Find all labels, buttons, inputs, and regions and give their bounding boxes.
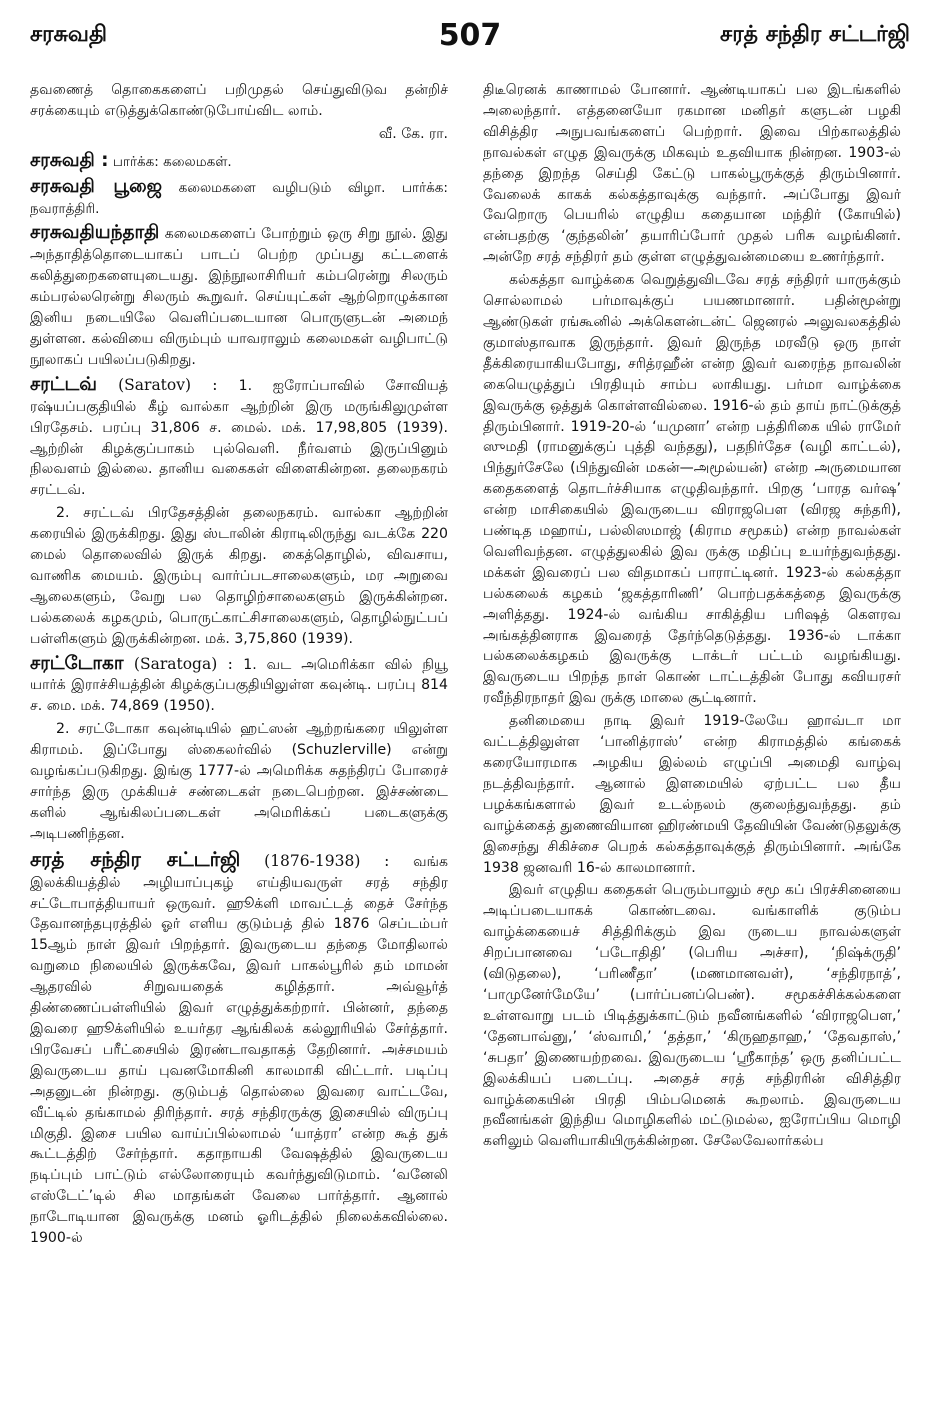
header-left-guideword: சரசுவதி xyxy=(30,22,107,47)
entry-paragraph: கல்கத்தா வாழ்க்கை வெறுத்துவிடவே சரத் சந்திரர் யாருக்கும் சொல்லாமல் பர்மாவுக்குப் பயணமானார். பதின்மூன்று ஆண்டுகள் ரங்கூனில் அக்கௌன்டன்ட் ஜெனரல் அலுவலகத்தில் குமாஸ்தாவாக இருந்தார். இவர் இருந்த மரவீடு ஒரு நாள் தீக்கிரையாகியபோது, சரித்ரஹீன் என்ற இவர் வரைந்த நாவலின் கையெழுத்துப் பிரதியும் சாம்ப லாகியது. பர்மா வாழ்க்கை இவருக்கு ஒத்துக் கொள்ளவில்லை. 1916-ல் தம் தாய் நாட்டுக்குத் திரும்பினார். 1919-20-ல் ‘யமுனா’ என்ற பத்திரிகை யில் ராமேர் ஸுமதி (ராமனுக்குப் புத்தி வந்தது), பதநிர்தேச (வழி காட்டல்), பிந்துர்சேலே (பிந்துவின் மகன்—அமூல்யன்) என்ற அருமையான கதைகளைத் தொடர்ச்சியாக எழுதிவந்தார். பிறகு ‘பாரத வர்ஷ’ என்ற மாசிகையில் இவருடைய விராஜபௌ (விரஜ சுந்தரி), பண்டித மஹாய், பல்லிஸமாஜ் (கிராம சமூகம்) என்ற நாவல்கள் வெளிவந்தன. எழுத்துலகில் இவ ருக்கு மதிப்பு உயர்ந்துவந்தது. மக்கள் இவரைப் பல விதமாகப் பாராட்டினர். 1923-ல் கல்கத்தா பல்கலைக் கழகம் ‘ஜகத்தாரிணி’ பொற்பதக்கத்தை இவருக்கு அளித்தது. 1924-ல் வங்கிய சாகித்திய பரிஷத் கௌரவ அங்கத்தினராக இவரைத் தேர்ந்தெடுத்தது. 1936-ல் டாக்கா பல்கலைக்கழகம் இவருக்கு டாக்டர் பட்டம் வழங்கியது. இவருடைய பிறந்த நாள் கொண் டாட்டத்தின் போது கவியரசர் ரவீந்திரநாதர் இவ ருக்கு மாலை சூட்டினார். xyxy=(483,272,901,707)
entry-text: 1. வட அமெரிக்கா வில் நியூ யார்க் இராச்சியத்தின் கிழக்குப்பகுதியிலுள்ள கவுன்டி. பரப்பு 814 ச. மை. மக். 74,869 (1950). xyxy=(30,656,448,715)
entry-saratov xyxy=(30,375,448,501)
entry-paragraph: 2. சரட்டவ் பிரதேசத்தின் தலைநகரம். வால்கா ஆற்றின் கரையில் இருக்கிறது. இது ஸ்டாலின் கிராடிலிருந்து வடக்கே 220 மைல் தொலைவில் இருக் கிறது. கைத்தொழில், விவசாய, வாணிக மையம். இரும்பு வார்ப்படசாலைகளும், மர அறுவை ஆலைகளும், வேறு பல தொழிற்சாலைகளும் இருக்கின்றன. பல்கலைக் கழகமும், பொருட்காட்சிசாலைகளும், தொழில்நுட்பப் பள்ளிகளும் இருக்கின்றன. மக். 3,75,860 (1939). xyxy=(30,505,448,647)
entry-heading: சரசுவதி பூஜை xyxy=(30,175,163,197)
entry-sarasuvathi-pooja xyxy=(30,177,448,220)
entry-heading: சரத் சந்திர சட்டர்ஜி xyxy=(30,846,241,871)
entry-latin-name: (Saratoga) : xyxy=(123,654,244,673)
entry-text: கலைமகளை வழிபடும் விழா. பார்க்க: நவராத்திரி. xyxy=(30,179,448,217)
author-initials: வீ. கே. ரா. xyxy=(378,125,448,142)
entry-paragraph: 2. சரட்டோகா கவுன்டியில் ஹட்ஸன் ஆற்றங்கரை யிலுள்ள கிராமம். இப்போது ஸ்கைலர்வில் (Schuzlerville) என்று வழங்கப்படுகிறது. இங்கு 1777-ல் அமெரிக்க சுதந்திரப் போரைச் சார்ந்த இரு முக்கியச் சண்டைகள் நடைபெற்றன. இச்சண்டை களில் ஆங்கிலப்படைகள் அமெரிக்கப் படைகளுக்கு அடிபணிந்தன. xyxy=(30,721,448,842)
entry-text: வங்க இலக்கியத்தில் அழியாப்புகழ் எய்தியவருள் சரத் சந்திர சட்டோபாத்தியாயர் ஒருவர். ஹூக்ளி மாவட்டத் தைச் சேர்ந்த தேவானந்தபுரத்தில் ஓர் எளிய குடும்பத் தில் 1876 செப்டம்பர் 15ஆம் நாள் இவர் பிறந்தார். இவருடைய தந்தை மோதிலால் வறுமை நிலையில் இருக்கவே, இவர் பாகல்பூரில் தம் மாமன் ஆதரவில் சிறுவயதைக் கழித்தார். அவ்வூர்த் திண்ணைப்பள்ளியில் இவர் எழுத்துக்கற்றார். பின்னர், தந்தை இவரை ஹூக்ளியில் உயர்தர ஆங்கிலக் கல்லூரியில் சேர்த்தார். பிரவேசப் பரீட்சையில் இரண்டாவதாகத் தேறினார். அச்சமயம் இவருடைய தாய் புவனமோகினி காலமாகி விட்டார். படிப்பு அதனுடன் நின்றது. குடும்பத் தொல்லை இவரை வாட்டவே, வீட்டில் தங்காமல் திரிந்தார். சரத் சந்திரருக்கு இசையில் விருப்பு மிகுதி. இசை பயில வாய்ப்பில்லாமல் ‘யாத்ரா’ என்ற கூத் துக் கூட்டத்திற் சேர்ந்தார். கதாநாயகி வேஷத்தில் இவருடைய நடிப்பும் பாட்டும் எல்லோரையும் கவர்ந்துவிடுமாம். ‘வனேலி எஸ்டேட்’டில் சில மாதங்கள் வேலை பார்த்தார். ஆனால் நாடோடியான இவருக்கு மனம் ஓரிடத்தில் நிலைக்கவில்லை. 1900-ல் xyxy=(30,853,448,1247)
page-number: 507 xyxy=(438,18,502,53)
entry-dates: (1876-1938) : xyxy=(240,851,414,870)
continued-paragraph: தவணைத் தொகைகளைப் பறிமுதல் செய்துவிடுவ தன்றிச் சரக்கையும் எடுத்துக்கொண்டுபோய்விட லாம். xyxy=(30,82,448,119)
entry-paragraph: தனிமையை நாடி இவர் 1919-லேயே ஹாவ்டா மா வட்டத்திலுள்ள ‘பானித்ராஸ்’ என்ற கிராமத்தில் கங்கைக் கரையோரமாக அழகிய இல்லம் எழுப்பி அமைதி வாழ்வு நடத்திவந்தார். ஆனால் இளமையில் ஏற்பட்ட பல தீய பழக்கங்களால் இவர் உடல்நலம் குலைந்துவந்தது. தம் வாழ்க்கைத் துணைவியான ஹிரண்மயி தேவியின் வேண்டுதலுக்கு இசைந்து சிகிச்சை பெறக் கல்கத்தாவுக்குத் திரும்பினார். அங்கே 1938 ஜனவரி 16-ல் காலமானார். xyxy=(483,713,901,876)
entry-text: 1. ஐரோப்பாவில் சோவியத் ரஷ்யப்பகுதியில் கீழ் வால்கா ஆற்றின் இரு மருங்கிலுமுள்ள பிரதேசம். பரப்பு 31,806 ச. மைல். மக். 17,98,805 (1939). ஆற்றின் கிழக்குப்பாகம் புல்வெளி. நீர்வளம் இருப்பினும் நிலவளம் இல்லை. தானிய வகைகள் விளைகின்றன. தலைநகரம் சரட்டவ். xyxy=(30,377,448,499)
entry-sarasuvathiyanthathi xyxy=(30,223,448,370)
entry-sarasuvathi xyxy=(30,151,448,173)
entry-text: கலைமகளைப் போற்றும் ஒரு சிறு நூல். இது அந்தாதித்தொடையாகப் பாடப் பெற்ற முப்பது கட்டளைக் கலித்துறைகளையுடையது. இந்நூலாசிரியர் கம்பரென்று சிலரும் கம்பரல்லரென்று சிலரும் கூறுவர். செய்யுட்கள் ஆற்றொழுக்கான இனிய நடையிலே வெளிப்படையான பொருளுடன் அமைந் துள்ளன. கல்வியை விரும்பும் யாவராலும் கலைமகள் வழிபாட்டு நூலாகப் பயிலப்படுகிறது. xyxy=(30,226,448,368)
entry-heading: சரசுவதி : xyxy=(30,149,109,171)
entry-sarat-chandra-chatterjee xyxy=(30,846,448,1249)
entry-heading: சரட்டோகா xyxy=(30,652,124,674)
entry-text: பார்க்க: கலைமகள். xyxy=(108,153,232,170)
right-column xyxy=(483,80,901,1154)
page-header xyxy=(30,18,910,68)
entry-paragraph: திடீரெனக் காணாமல் போனார். ஆண்டியாகப் பல இடங்களில் அலைந்தார். எத்தனையோ ரகமான மனிதர் களுடன் பழகி விசித்திர அநுபவங்களைப் பெற்றார். இவை பிற்காலத்தில் நாவல்கள் எழுத இவருக்கு மிகவும் உதவியாக நின்றன. 1903-ல் தந்தை இறந்த செய்தி கேட்டு பாகல்பூருக்குத் திரும்பினார். வேலைக் காகக் கல்கத்தாவுக்கு வந்தார். அப்போது இவர் வேறொரு பெயரில் எழுதிய கதையான மந்திர் (கோயில்) என்பதற்கு ‘குந்தலின்’ தயாரிப்போர் முதல் பரிசு வழங்கினர். அன்றே சரத் சந்திரர் தம் குள்ள எழுத்துவன்மையை உணர்ந்தார். xyxy=(483,82,901,266)
entry-saratoga xyxy=(30,654,448,718)
entry-paragraph: இவர் எழுதிய கதைகள் பெரும்பாலும் சமூ கப் பிரச்சினையை அடிப்படையாகக் கொண்டவை. வங்காளிக் குடும்ப வாழ்க்கையைச் சித்திரிக்கும் இவ ருடைய நாவல்களுள் சிறப்பானவை ‘படோதிதி’ (பெரிய அச்சா), ‘நிஷ்க்ருதி’ (விடுதலை), ‘பரிணீதா’ (மணமானவள்), ‘சந்திரநாத்’, ‘பாமுனேர்மேயே’ (பார்ப்பனப்பெண்). சமூகச்சிக்கல்களை உள்ளவாறு படம் பிடித்துக்காட்டும் நவீனங்களில் ‘விராஜபௌ,’ ‘தேனபாவ்னு,’ ‘ஸ்வாமி,’ ‘தத்தா,’ ‘கிருஹதாஹ,’ ‘தேவதாஸ்,’ ‘சுபதா’ இணையற்றவை. இவருடைய ‘ஸ்ரீகாந்த’ ஒரு தனிப்பட்ட இலக்கியப் படைப்பு. அதைச் சரத் சந்திரரின் விசித்திர வாழ்க்கையின் பிரதி பிம்பமெனக் கூறலாம். இவருடைய நவீனங்கள் இந்திய மொழிகளில் மட்டுமல்ல, ஐரோப்பிய மொழி களிலும் வெளியாகியிருக்கின்றன. சேலேவேலார்கல்ப xyxy=(483,882,901,1150)
entry-heading: சரட்டவ் xyxy=(30,373,97,395)
left-column xyxy=(30,80,448,1251)
header-right-guideword: சரத் சந்திர சட்டர்ஜி xyxy=(720,22,910,47)
entry-latin-name: (Saratov) : xyxy=(96,375,239,394)
entry-heading: சரசுவதியந்தாதி xyxy=(30,222,160,244)
